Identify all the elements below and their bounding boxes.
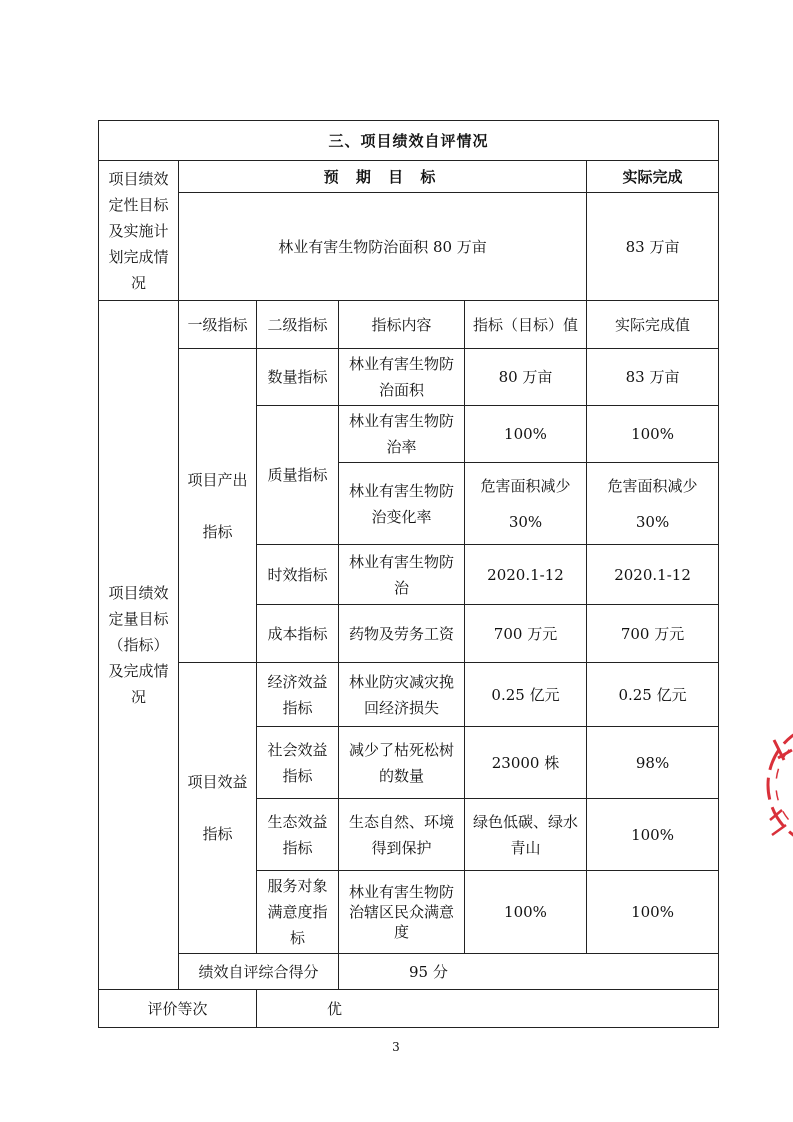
header-actual: 实际完成值 [587, 301, 719, 349]
target-cell: 23000 株 [465, 727, 587, 799]
level2-cell: 服务对象满意度指标 [257, 871, 339, 954]
content-cell: 林业有害生物防治辖区民众满意度 [339, 871, 465, 954]
content-cell: 林业防灾减灾挽回经济损失 [339, 663, 465, 727]
quantitative-row-label: 项目绩效 定量目标 （指标） 及完成情 况 [99, 301, 179, 990]
actual-cell: 危害面积减少 30% [587, 463, 719, 545]
level2-cell: 成本指标 [257, 605, 339, 663]
level2-cell: 生态效益指标 [257, 799, 339, 871]
page-number: 3 [392, 1040, 400, 1054]
target-cell: 0.25 亿元 [465, 663, 587, 727]
actual-cell: 2020.1-12 [587, 545, 719, 605]
grade-label: 评价等次 [99, 990, 257, 1028]
content-cell: 林业有害生物防治变化率 [339, 463, 465, 545]
target-cell: 100% [465, 871, 587, 954]
content-cell: 减少了枯死松树的数量 [339, 727, 465, 799]
level2-cell: 数量指标 [257, 349, 339, 406]
seal-stamp-icon [752, 700, 793, 870]
target-cell: 危害面积减少 30% [465, 463, 587, 545]
content-cell: 林业有害生物防治 [339, 545, 465, 605]
evaluation-table [98, 120, 719, 1028]
target-cell: 700 万元 [465, 605, 587, 663]
content-cell: 生态自然、环境得到保护 [339, 799, 465, 871]
actual-cell: 100% [587, 871, 719, 954]
actual-completion-header: 实际完成 [587, 161, 719, 193]
header-level1: 一级指标 [179, 301, 257, 349]
actual-completion-value: 83 万亩 [587, 193, 719, 301]
level2-cell: 社会效益指标 [257, 727, 339, 799]
section-title: 三、项目绩效自评情况 [99, 121, 719, 161]
content-cell: 药物及劳务工资 [339, 605, 465, 663]
actual-cell: 100% [587, 406, 719, 463]
actual-cell: 100% [587, 799, 719, 871]
actual-cell: 700 万元 [587, 605, 719, 663]
expected-goal-value: 林业有害生物防治面积 80 万亩 [179, 193, 587, 301]
actual-cell: 98% [587, 727, 719, 799]
score-value: 95 分 [339, 954, 719, 990]
target-cell: 绿色低碳、绿水青山 [465, 799, 587, 871]
score-label: 绩效自评综合得分 [179, 954, 339, 990]
level2-cell: 时效指标 [257, 545, 339, 605]
target-cell: 100% [465, 406, 587, 463]
content-cell: 林业有害生物防治率 [339, 406, 465, 463]
content-cell: 林业有害生物防治面积 [339, 349, 465, 406]
benefit-group-label: 项目效益 指标 [179, 663, 257, 954]
actual-cell: 83 万亩 [587, 349, 719, 406]
grade-value: 优 [257, 990, 719, 1028]
qualitative-row-label: 项目绩效定性目标及实施计划完成情况 [99, 161, 179, 301]
target-cell: 80 万亩 [465, 349, 587, 406]
header-level2: 二级指标 [257, 301, 339, 349]
header-target: 指标（目标）值 [465, 301, 587, 349]
level2-cell: 经济效益指标 [257, 663, 339, 727]
output-group-label: 项目产出 指标 [179, 349, 257, 663]
actual-cell: 0.25 亿元 [587, 663, 719, 727]
expected-goal-header: 预 期 目 标 [179, 161, 587, 193]
header-content: 指标内容 [339, 301, 465, 349]
target-cell: 2020.1-12 [465, 545, 587, 605]
level2-cell: 质量指标 [257, 406, 339, 545]
